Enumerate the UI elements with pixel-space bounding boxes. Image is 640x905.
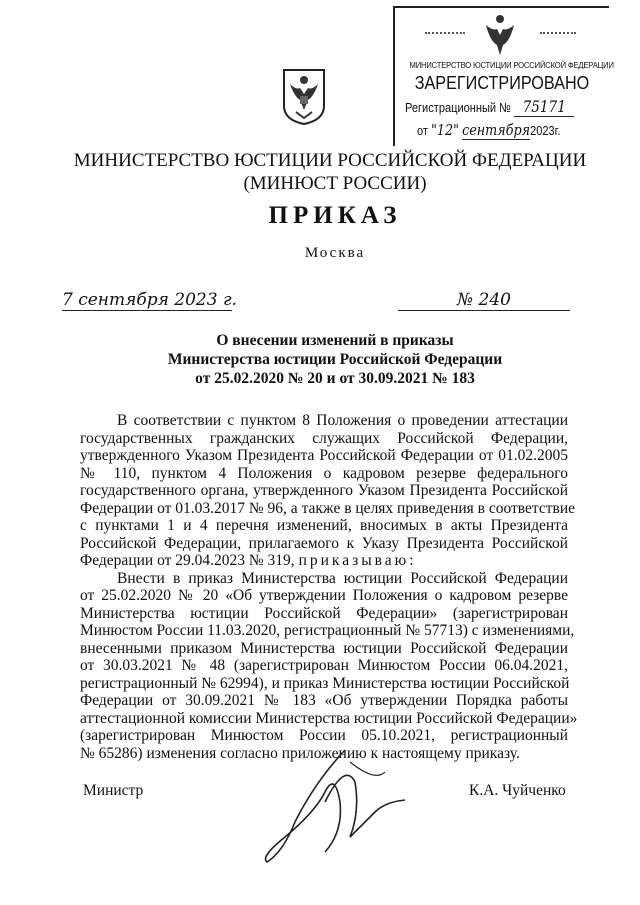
text-line: № 65286) изменения согласно приложению к настоящему приказу. — [80, 744, 520, 762]
text-line: аттестационной комиссии Министерства юстиции Российской Федерации» — [80, 709, 578, 727]
heading-line: О внесении изменений в приказы — [216, 332, 454, 349]
text-line: Министерства юстиции Российской Федерации» (зарегистрирован — [80, 604, 568, 622]
text-line: Федерации от 01.03.2017 № 96, а также в целях приведения в соответствие — [80, 499, 576, 517]
text-line: государственного органа, утвержденного Указом Президента Российской — [80, 482, 568, 499]
text-line: Федерации от 30.09.2021 № 183 «Об утверждении Порядка работы — [80, 692, 568, 709]
ministry-short-title: (МИНЮСТ РОССИИ) — [243, 173, 427, 194]
heading-line: Министерства юстиции Российской Федерации — [167, 351, 503, 368]
stamp-ministry: МИНИСТЕРСТВО ЮСТИЦИИ РОССИЙСКОЙ ФЕДЕРАЦИИ — [409, 60, 614, 70]
text-line: Федерации от 29.04.2023 № 319, — [80, 552, 295, 569]
coat-of-arms-emblem — [282, 66, 326, 126]
text-line: В соответствии с пунктом 8 Положения о проведении аттестации — [117, 412, 568, 429]
stamp-number-label: Регистрационный № — [405, 100, 512, 115]
text-line: от 25.02.2020 № 20 «Об утверждении Положения о кадровом резерве — [80, 587, 568, 604]
stamp-date-prefix: от — [417, 123, 428, 138]
paragraph-preamble — [80, 412, 576, 570]
stamp-date-month: сентября — [462, 121, 531, 139]
text-line: Внести в приказ Министерства юстиции Российской Федерации — [117, 569, 568, 587]
document-type: ПРИКАЗ — [268, 202, 402, 229]
stamp-number: 75171 — [514, 97, 574, 117]
document-heading — [0, 331, 640, 388]
document-body — [80, 412, 578, 762]
city: Москва — [304, 245, 366, 261]
stamp-date-day: "12" — [431, 121, 460, 139]
text-line: регистрационный № 62994), и приказ Министерства юстиции Российской — [80, 674, 570, 692]
text-line: государственных гражданских служащих Российской Федерации, — [80, 429, 568, 447]
text-line: Минюстом России 11.03.2020, регистрационный № 57713) с изменениями, — [80, 622, 575, 639]
paragraph-order — [80, 569, 578, 763]
text-line: внесенными приказом Министерства юстиции Российской Федерации — [80, 639, 568, 657]
stamp-date-row — [417, 121, 560, 140]
stamp-emblem-icon — [483, 13, 517, 57]
text-line-last — [80, 552, 568, 570]
ministry-title: МИНИСТЕРСТВО ЮСТИЦИИ РОССИЙСКОЙ ФЕДЕРАЦИИ — [73, 150, 587, 171]
registration-stamp — [393, 6, 614, 146]
order-word: приказываю: — [298, 552, 417, 569]
text-line: Российской Федерации, прилагаемого к Указу Президента Российской — [80, 534, 568, 552]
stamp-number-row — [405, 97, 574, 118]
order-number: № 240 — [398, 290, 570, 311]
stamp-status: ЗАРЕГИСТРИРОВАНО — [414, 73, 590, 93]
text-line: с пунктами 1 и 4 перечня изменений, вносимых в акты Президента — [80, 517, 568, 534]
text-line: № 110, пунктом 4 Положения о кадровом резерве федерального — [80, 464, 568, 482]
order-date: 7 сентября 2023 г. — [62, 290, 237, 310]
stamp-date-year: 2023 — [530, 123, 555, 138]
signatory-position: Министр — [83, 782, 144, 799]
handwritten-signature — [255, 742, 425, 872]
stamp-date-suffix: г. — [554, 123, 561, 138]
text-line: утвержденного Указом Президента Российской Федерации от 01.02.2005 — [80, 447, 568, 464]
text-line: (зарегистрирован Минюстом России 05.10.2021, регистрационный — [80, 727, 568, 744]
signatory-name: К.А. Чуйченко — [469, 782, 566, 799]
text-line: от 30.03.2021 № 48 (зарегистрирован Минюстом России 06.04.2021, — [80, 657, 568, 674]
heading-line: от 25.02.2020 № 20 и от 30.09.2021 № 183 — [195, 370, 475, 387]
